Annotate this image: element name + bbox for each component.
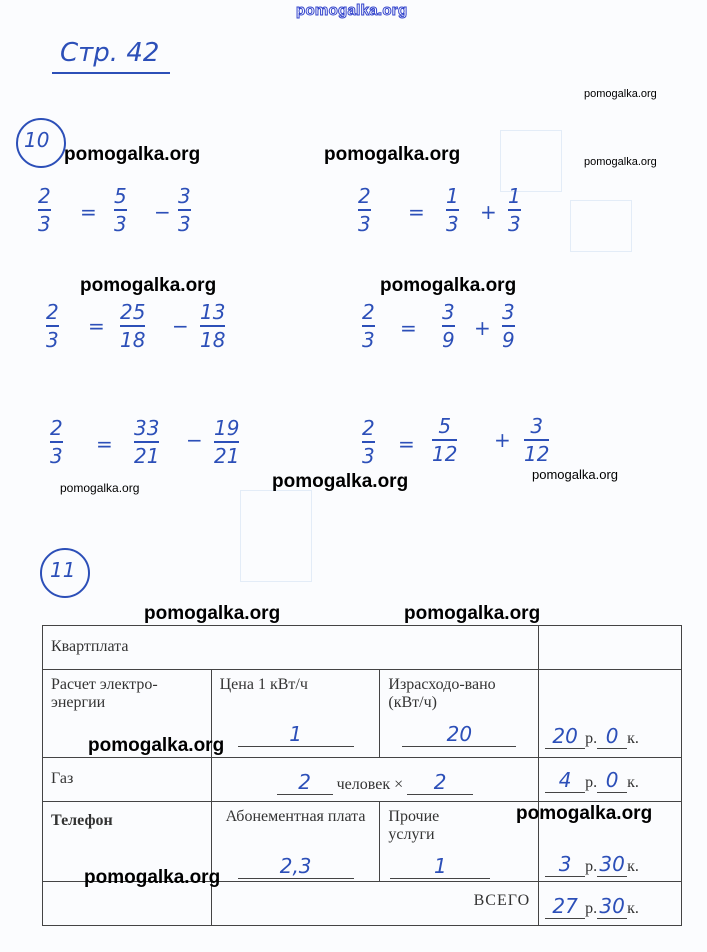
grid-decoration xyxy=(240,490,312,582)
phone-rub: 3 xyxy=(545,852,585,877)
electro-sum: 20 р. 0 к. xyxy=(539,670,682,758)
watermark: pomogalka.org xyxy=(272,471,409,492)
abon-cell xyxy=(211,802,380,882)
price-cell xyxy=(211,670,380,758)
watermark: pomogalka.org xyxy=(64,144,201,165)
phone-sum: 3 р. 30 к. xyxy=(539,802,682,882)
gas-sum: 4 р. 0 к. xyxy=(539,758,682,802)
header-underline xyxy=(52,72,170,74)
phone-label: Телефон xyxy=(43,802,212,882)
total-rub: 27 xyxy=(545,894,585,919)
total-label: ВСЕГО xyxy=(211,882,539,926)
abon-label: Абонементная плата xyxy=(225,808,366,825)
watermark: pomogalka.org xyxy=(584,88,657,100)
phone-kop: 30 xyxy=(597,852,627,877)
abon-value: 2,3 xyxy=(238,854,354,879)
watermark-top: pomogalka.org xyxy=(296,2,408,19)
electro-kop: 0 xyxy=(597,724,627,749)
task-number: 10 xyxy=(24,128,50,152)
total-sum: 27 р. 30 к. xyxy=(539,882,682,926)
gas-kop: 0 xyxy=(597,768,627,793)
empty-cell xyxy=(539,626,682,670)
electro-rub: 20 xyxy=(545,724,585,749)
watermark: pomogalka.org xyxy=(84,867,221,888)
gas-mult: 2 xyxy=(407,770,473,795)
watermark: pomogalka.org xyxy=(324,144,461,165)
price-value: 1 xyxy=(238,722,354,747)
gas-people: 2 xyxy=(277,770,333,795)
electro-label: Расчет электро-энергии xyxy=(43,670,212,758)
kvartplata-label: Квартплата xyxy=(43,626,539,670)
page-header: Стр. 42 xyxy=(60,38,160,68)
watermark: pomogalka.org xyxy=(404,603,541,624)
grid-decoration xyxy=(500,130,562,192)
other-cell xyxy=(380,802,539,882)
watermark: pomogalka.org xyxy=(532,467,618,482)
watermark: pomogalka.org xyxy=(88,735,225,756)
other-label: Прочие услуги xyxy=(388,808,440,843)
gas-label: Газ xyxy=(43,758,212,802)
task-number: 11 xyxy=(50,558,76,582)
gas-calc: 2 человек × 2 xyxy=(211,758,539,802)
other-value: 1 xyxy=(390,854,490,879)
gas-rub: 4 xyxy=(545,768,585,793)
price-label: Цена 1 кВт/ч xyxy=(219,676,308,693)
grid-decoration xyxy=(570,200,632,252)
used-cell xyxy=(380,670,539,758)
total-kop: 30 xyxy=(597,894,627,919)
watermark: pomogalka.org xyxy=(80,275,217,296)
watermark: pomogalka.org xyxy=(584,156,657,168)
watermark: pomogalka.org xyxy=(144,603,281,624)
used-value: 20 xyxy=(402,722,516,747)
watermark: pomogalka.org xyxy=(516,803,653,824)
watermark: pomogalka.org xyxy=(60,481,140,495)
watermark: pomogalka.org xyxy=(380,275,517,296)
used-label: Израсходо-вано (кВт/ч) xyxy=(388,676,496,711)
